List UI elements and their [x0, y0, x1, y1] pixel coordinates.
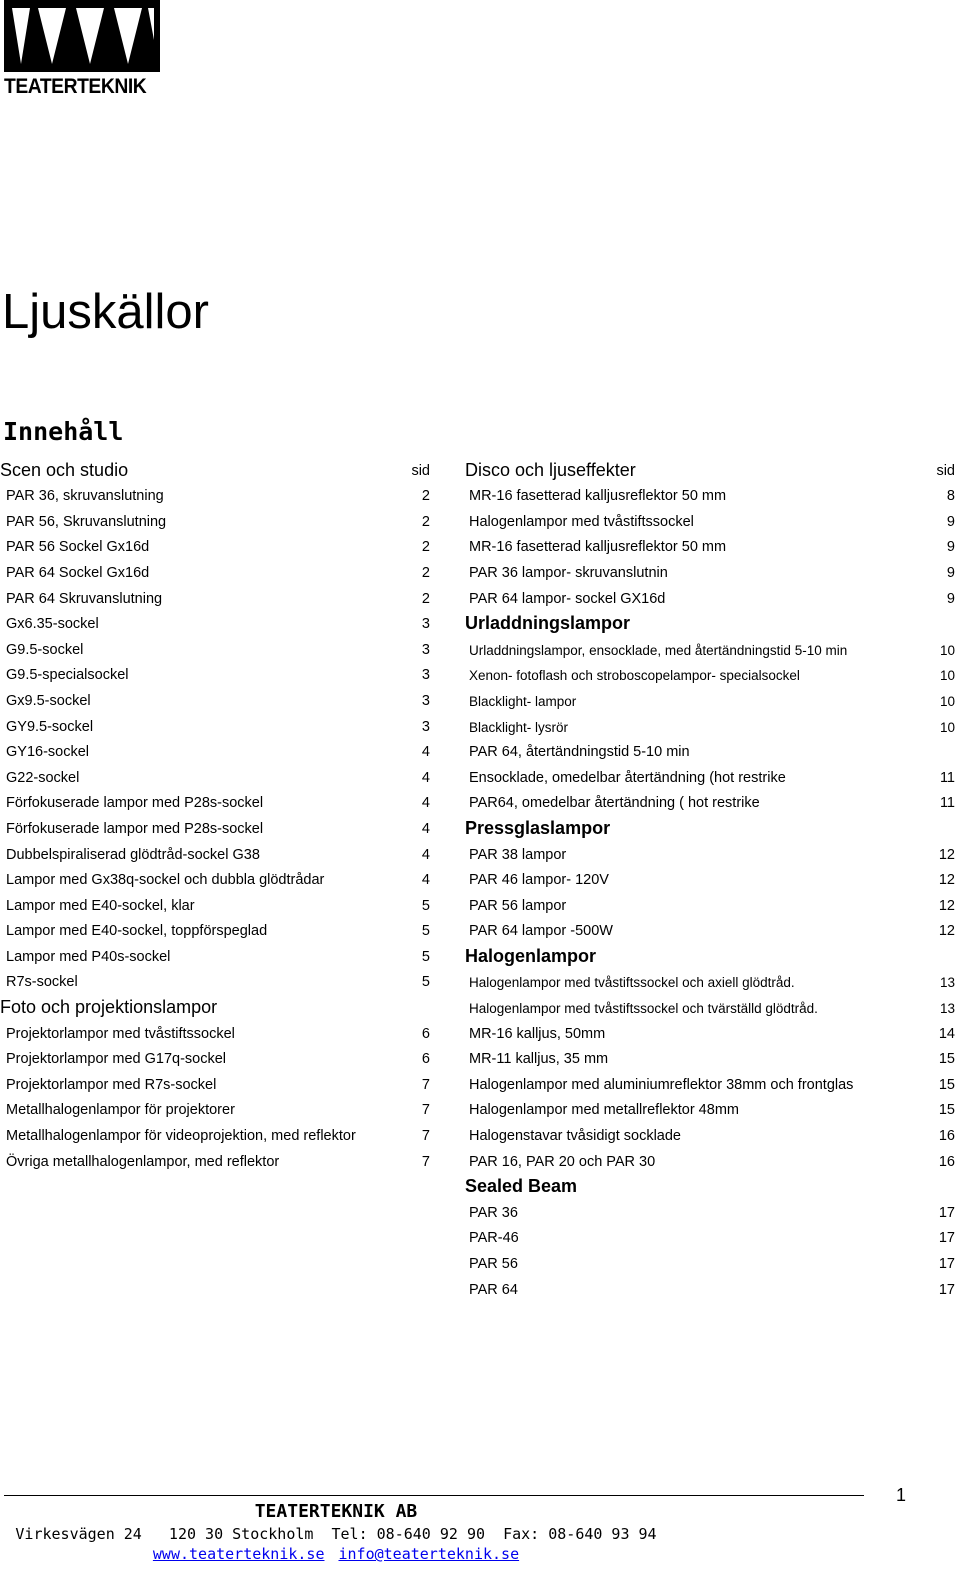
- page-ref: 16: [938, 1128, 955, 1145]
- toc-entry: [465, 892, 955, 918]
- page-ref: 5: [421, 948, 430, 965]
- toc-entry: [465, 662, 955, 688]
- toc-entry: [0, 687, 434, 713]
- entry-title: Urladdningslampor, ensocklade, med återtändningstid 5-10 min: [469, 642, 848, 658]
- toc-entry: [465, 1097, 955, 1123]
- page-ref: 11: [939, 769, 955, 786]
- entry-title: PAR 64, återtändningstid 5-10 min: [469, 744, 690, 761]
- footer-address: Virkesvägen 24 120 30 Stockholm Tel: 08-640 92 90 Fax: 08-640 93 94: [15, 1525, 657, 1543]
- page-ref: 4: [421, 820, 430, 837]
- entry-title: GY9.5-sockel: [6, 718, 94, 735]
- toc-entry: [465, 687, 955, 713]
- entry-title: PAR 36 lampor- skruvanslutnin: [469, 564, 668, 581]
- toc-entry: [465, 867, 955, 893]
- entry-title: Metallhalogenlampor för videoprojektion, med reflektor: [6, 1128, 356, 1145]
- page-ref: 7: [421, 1102, 430, 1119]
- toc-entry: [0, 662, 434, 688]
- entry-title: Projektorlampor med R7s-sockel: [6, 1076, 217, 1093]
- toc-entry: [0, 1071, 434, 1097]
- entry-title: Lampor med P40s-sockel: [6, 948, 171, 965]
- toc-entry: [0, 790, 434, 816]
- page-ref: 15: [938, 1102, 955, 1119]
- page-ref: 16: [938, 1153, 955, 1170]
- toc-section-heading: [0, 457, 434, 483]
- page-ref: 13: [939, 1001, 955, 1017]
- email-link[interactable]: info@teaterteknik.se: [338, 1545, 520, 1563]
- toc-entry: [0, 611, 434, 637]
- entry-title: PAR 56 Sockel Gx16d: [6, 539, 150, 556]
- toc-section-heading: [465, 1174, 955, 1200]
- section-title: Halogenlampor: [465, 945, 597, 966]
- entry-title: G9.5-sockel: [6, 641, 84, 658]
- toc-entry: [0, 483, 434, 509]
- entry-title: GY16-sockel: [6, 744, 90, 761]
- toc-entry: [0, 867, 434, 893]
- toc-entry: [465, 508, 955, 534]
- toc-entry: [0, 713, 434, 739]
- entry-title: Lampor med Gx38q-sockel och dubbla glödtrådar: [6, 872, 325, 889]
- toc-section-heading: [465, 611, 955, 637]
- page-ref: 5: [421, 897, 430, 914]
- footer-links: [0, 1545, 872, 1563]
- entry-title: PAR 16, PAR 20 och PAR 30: [469, 1153, 656, 1170]
- entry-title: Ensocklade, omedelbar återtändning (hot restrike: [469, 769, 786, 786]
- page-ref: 9: [946, 590, 955, 607]
- page-ref: 7: [421, 1128, 430, 1145]
- section-title: Urladdningslampor: [465, 613, 631, 634]
- toc-entry: [465, 636, 955, 662]
- entry-title: PAR 64 Skruvanslutning: [6, 590, 163, 607]
- entry-title: Xenon- fotoflash och stroboscopelampor- specialsockel: [469, 668, 800, 684]
- entry-title: Förfokuserade lampor med P28s-sockel: [6, 820, 264, 837]
- page-ref: 4: [421, 872, 430, 889]
- entry-title: PAR 64 lampor- sockel GX16d: [469, 590, 666, 607]
- toc-entry: [465, 841, 955, 867]
- page-ref: 3: [421, 616, 430, 633]
- page-ref: 7: [421, 1153, 430, 1170]
- page-ref: 15: [938, 1076, 955, 1093]
- toc-entry: [465, 1071, 955, 1097]
- toc-entry: [0, 943, 434, 969]
- page-number: 1: [896, 1485, 907, 1505]
- teaterteknik-logo: [4, 0, 160, 100]
- toc-entry: [465, 559, 955, 585]
- website-link[interactable]: www.teaterteknik.se: [152, 1545, 325, 1563]
- page-ref: 10: [939, 642, 955, 658]
- page-title: Ljuskällor: [2, 285, 209, 339]
- entry-title: PAR 56: [469, 1256, 518, 1272]
- entry-title: PAR 56 lampor: [469, 897, 567, 914]
- page-ref: 4: [421, 744, 430, 761]
- toc-entry: [0, 636, 434, 662]
- page-ref: sid: [936, 462, 955, 479]
- entry-title: Halogenlampor med tvåstiftssockel och tvärställd glödtråd.: [469, 1001, 818, 1017]
- entry-title: Projektorlampor med tvåstiftssockel: [6, 1025, 235, 1042]
- page-ref: 7: [421, 1076, 430, 1093]
- page-ref: 5: [421, 923, 430, 940]
- entry-title: Halogenlampor med aluminiumreflektor 38mm och frontglas: [469, 1076, 854, 1093]
- toc-entry: [0, 969, 434, 995]
- entry-title: Övriga metallhalogenlampor, med reflektor: [6, 1153, 280, 1170]
- entry-title: PAR 64: [469, 1281, 518, 1298]
- toc-heading: Innehåll: [3, 417, 124, 446]
- toc-entry: [0, 892, 434, 918]
- page-ref: 13: [939, 975, 955, 991]
- page-ref: 3: [421, 667, 430, 684]
- footer-company: TEATERTEKNIK AB: [254, 1501, 418, 1522]
- page-ref: 10: [939, 719, 955, 735]
- entry-title: Dubbelspiraliserad glödtråd-sockel G38: [6, 846, 260, 863]
- toc-entry: [465, 483, 955, 509]
- page-ref: 14: [938, 1025, 955, 1042]
- toc-entry: [0, 764, 434, 790]
- entry-title: PAR 36: [469, 1204, 518, 1221]
- entry-title: PAR 56, Skruvanslutning: [6, 513, 167, 530]
- logo-text: TEATERTEKNIK: [4, 75, 147, 98]
- toc-entry: [0, 1046, 434, 1072]
- toc-entry: [0, 559, 434, 585]
- page-ref: 5: [421, 974, 430, 991]
- page-ref: 17: [938, 1256, 955, 1272]
- toc-entry: [0, 585, 434, 611]
- page-ref: 15: [938, 1051, 955, 1068]
- entry-title: G22-sockel: [6, 769, 80, 786]
- toc-entry: [465, 1020, 955, 1046]
- entry-title: Förfokuserade lampor med P28s-sockel: [6, 795, 264, 812]
- entry-title: Lampor med E40-sockel, klar: [6, 897, 195, 914]
- toc-entry: [465, 790, 955, 816]
- page-ref: 2: [421, 590, 430, 607]
- toc-entry: [465, 534, 955, 560]
- entry-title: PAR 64 Sockel Gx16d: [6, 564, 150, 581]
- toc-entry: [465, 969, 955, 995]
- page-ref: 8: [946, 488, 955, 505]
- entry-title: Halogenlampor med metallreflektor 48mm: [469, 1102, 739, 1119]
- entry-title: PAR-46: [469, 1230, 519, 1247]
- section-title: Scen och studio: [0, 459, 129, 480]
- entry-title: G9.5-specialsockel: [6, 667, 129, 684]
- entry-title: PAR 46 lampor- 120V: [469, 872, 609, 889]
- section-title: Disco och ljuseffekter: [465, 459, 636, 480]
- page-ref: 10: [939, 668, 955, 684]
- entry-title: Lampor med E40-sockel, toppförspeglad: [6, 923, 268, 940]
- page-ref: 2: [421, 539, 430, 556]
- toc-entry: [465, 1250, 955, 1276]
- page-ref: 9: [946, 539, 955, 556]
- page-ref: 6: [421, 1025, 430, 1042]
- toc-entry: [465, 1276, 955, 1302]
- footer-divider: [4, 1495, 864, 1496]
- page-ref: 3: [421, 718, 430, 735]
- toc-entry: [465, 713, 955, 739]
- toc-entry: [0, 508, 434, 534]
- page-ref: 12: [938, 897, 955, 914]
- entry-title: Gx6.35-sockel: [6, 616, 99, 633]
- page-ref: 2: [421, 564, 430, 581]
- page-ref: 3: [421, 641, 430, 658]
- entry-title: PAR 64 lampor -500W: [469, 923, 613, 940]
- toc-entry: [0, 739, 434, 765]
- page-ref: 17: [938, 1281, 955, 1298]
- page-ref: 4: [421, 795, 430, 812]
- page-ref: 9: [946, 513, 955, 530]
- toc-entry: [465, 764, 955, 790]
- entry-title: R7s-sockel: [6, 974, 78, 991]
- toc-section-heading: [465, 815, 955, 841]
- toc-right-column: [465, 457, 955, 1302]
- toc-entry: [0, 1122, 434, 1148]
- toc-entry: [465, 994, 955, 1020]
- toc-entry: [0, 815, 434, 841]
- entry-title: PAR 36, skruvanslutning: [6, 488, 164, 505]
- page-ref: 17: [938, 1230, 955, 1247]
- toc-entry: [0, 841, 434, 867]
- page-ref: 2: [421, 513, 430, 530]
- page-ref: 10: [939, 693, 955, 709]
- section-title: Foto och projektionslampor: [0, 997, 218, 1018]
- footer: [0, 1500, 872, 1563]
- toc-entry: [0, 918, 434, 944]
- logo-mark-icon: [4, 0, 160, 76]
- entry-title: MR-16 fasetterad kalljusreflektor 50 mm: [469, 539, 727, 556]
- toc-entry: [465, 1148, 955, 1174]
- page-ref: 3: [421, 692, 430, 709]
- page-ref: 17: [938, 1204, 955, 1221]
- page-ref: 12: [938, 923, 955, 940]
- entry-title: Metallhalogenlampor för projektorer: [6, 1102, 235, 1119]
- toc-entry: [0, 1097, 434, 1123]
- entry-title: Halogenlampor med tvåstiftssockel och axiell glödtråd.: [469, 975, 795, 991]
- entry-title: Halogenlampor med tvåstiftssockel: [469, 513, 694, 530]
- toc-left-column: [0, 457, 434, 1174]
- toc-section-heading: [465, 457, 955, 483]
- page-ref: 11: [939, 795, 955, 812]
- entry-title: MR-11 kalljus, 35 mm: [469, 1051, 609, 1068]
- entry-title: Projektorlampor med G17q-sockel: [6, 1051, 227, 1068]
- section-title: Pressglaslampor: [465, 817, 611, 838]
- page-ref: 9: [946, 564, 955, 581]
- entry-title: Blacklight- lysrör: [469, 719, 569, 735]
- toc-entry: [465, 585, 955, 611]
- page-ref: 4: [421, 846, 430, 863]
- toc-entry: [465, 1046, 955, 1072]
- page-ref: sid: [411, 462, 430, 479]
- page-ref: 2: [421, 488, 430, 505]
- toc-entry: [0, 1020, 434, 1046]
- entry-title: PAR64, omedelbar återtändning ( hot restrike: [469, 795, 760, 812]
- entry-title: PAR 38 lampor: [469, 846, 567, 863]
- page-ref: 4: [421, 769, 430, 786]
- toc-entry: [465, 1199, 955, 1225]
- entry-title: MR-16 fasetterad kalljusreflektor 50 mm: [469, 488, 727, 505]
- toc-section-heading: [0, 994, 434, 1020]
- page-ref: 6: [421, 1051, 430, 1068]
- toc-entry: [465, 1225, 955, 1251]
- toc-entry: [465, 739, 955, 765]
- toc-entry: [465, 1122, 955, 1148]
- toc-entry: [0, 1148, 434, 1174]
- entry-title: Gx9.5-sockel: [6, 692, 91, 709]
- toc-entry: [0, 534, 434, 560]
- section-title: Sealed Beam: [465, 1176, 578, 1197]
- page-ref: 12: [938, 846, 955, 863]
- entry-title: Blacklight- lampor: [469, 693, 577, 709]
- toc-entry: [465, 918, 955, 944]
- toc-section-heading: [465, 943, 955, 969]
- page-ref: 12: [938, 872, 955, 889]
- entry-title: MR-16 kalljus, 50mm: [469, 1025, 606, 1042]
- entry-title: Halogenstavar tvåsidigt socklade: [469, 1128, 681, 1145]
